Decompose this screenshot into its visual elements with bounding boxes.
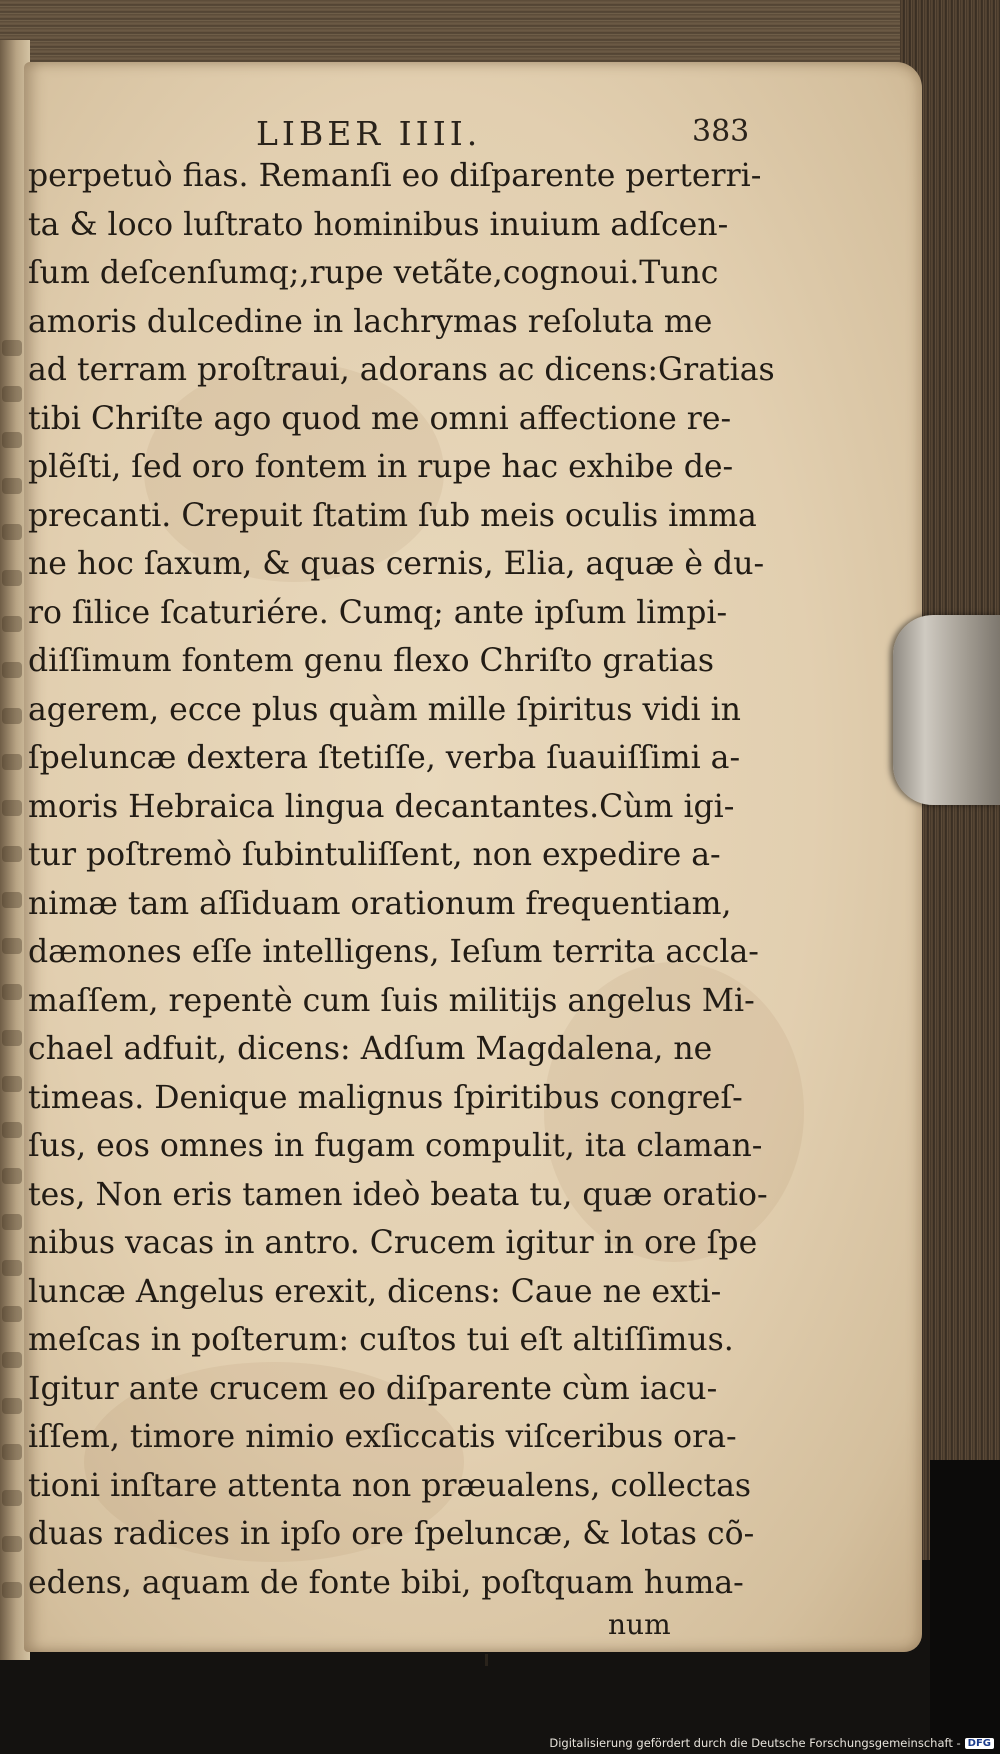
facing-page-text-fragment <box>2 524 22 540</box>
text-line: precanti. Crepuit ſtatim ſub meis oculis imma <box>28 497 757 534</box>
text-line: ad terram proſtraui, adorans ac dicens:Gratias <box>28 352 775 388</box>
catchword: num <box>608 1608 671 1641</box>
text-line: nimæ tam aſſiduam orationum frequentiam, <box>28 885 732 922</box>
facing-page-text-fragment <box>2 1444 22 1460</box>
text-line: luncæ Angelus erexit, dicens: Caue ne exti- <box>28 1273 722 1310</box>
facing-page-text-fragment <box>2 340 22 356</box>
facing-page-text-fragment <box>2 1076 22 1092</box>
text-line: amoris dulcedine in lachrymas reſoluta me <box>28 303 713 340</box>
text-line: tur poſtremò ſubintuliſſent, non expedire a- <box>28 837 721 873</box>
facing-page-text-fragment <box>2 1122 22 1138</box>
facing-page-text-fragment <box>2 708 22 724</box>
facing-page-text-fragment <box>2 616 22 632</box>
text-line: ne hoc ſaxum, & quas cernis, Elia, aquæ è du- <box>28 546 765 582</box>
facing-page-text-fragment <box>2 1352 22 1368</box>
text-line: edens, aquam de fonte bibi, poſtquam huma- <box>28 1564 744 1601</box>
text-line: tes, Non eris tamen ideò beata tu, quæ oratio- <box>28 1176 768 1213</box>
text-line: ta & loco luſtrato hominibus inuium adſcen- <box>28 206 729 243</box>
facing-page-text-fragment <box>2 938 22 954</box>
text-line: perpetuò fias. Remanſi eo diſparente perterri- <box>28 158 762 194</box>
facing-page-text-fragment <box>2 1536 22 1552</box>
facing-page-text-fragment <box>2 1398 22 1414</box>
book-clasp <box>893 615 1000 805</box>
text-line: diſſimum fontem genu flexo Chriſto gratias <box>28 643 715 679</box>
facing-page-text-fragment <box>2 432 22 448</box>
facing-page-text-fragment <box>2 984 22 1000</box>
facing-page-text-fragment <box>2 754 22 770</box>
facing-page-text-fragment <box>2 570 22 586</box>
page-number: 383 <box>692 114 750 149</box>
facing-page-text-fragment <box>2 478 22 494</box>
facing-page-text-fragment <box>2 1306 22 1322</box>
text-line: chael adfuit, dicens: Adſum Magdalena, ne <box>28 1031 713 1067</box>
text-line: plẽſti, ſed oro fontem in rupe hac exhibe de- <box>28 449 734 485</box>
dfg-logo: DFG <box>965 1738 994 1749</box>
text-line: tibi Chriſte ago quod me omni affectione re- <box>28 400 732 437</box>
text-line: duas radices in ipſo ore ſpeluncæ, & lotas cõ- <box>28 1516 755 1552</box>
text-line: ſpeluncæ dextera ſtetiſſe, verba ſuauiſſimi a- <box>28 740 741 776</box>
facing-page-text-fragment <box>2 1214 22 1230</box>
digitization-credit <box>549 1736 994 1750</box>
facing-page-text-fragment <box>2 1490 22 1506</box>
text-line: ſus, eos omnes in fugam compulit, ita claman- <box>28 1128 763 1164</box>
credit-text: Digitalisierung gefördert durch die Deutsche Forschungsgemeinschaft - <box>549 1736 961 1750</box>
facing-page-text-fragment <box>2 386 22 402</box>
facing-page-text-fragment <box>2 1260 22 1276</box>
text-line: timeas. Denique malignus ſpiritibus congreſ- <box>28 1079 743 1116</box>
running-head: LIBER IIII. <box>256 114 482 153</box>
book-page <box>24 62 922 1652</box>
signature-mark <box>485 1654 488 1666</box>
facing-page-text-fragment <box>2 1582 22 1598</box>
text-line: Igitur ante crucem eo diſparente cùm iacu- <box>28 1370 718 1407</box>
text-line: moris Hebraica lingua decantantes.Cùm igi- <box>28 788 735 825</box>
text-line: ſum deſcenſumq;,rupe vetãte,cognoui.Tunc <box>28 255 719 291</box>
text-line: meſcas in poſterum: cuſtos tui eſt altiſſimus. <box>28 1322 734 1358</box>
facing-page-text-fragment <box>2 892 22 908</box>
text-line: nibus vacas in antro. Crucem igitur in ore ſpe <box>28 1225 758 1261</box>
facing-page-text-fragment <box>2 800 22 816</box>
background-shadow <box>930 1460 1000 1754</box>
facing-page-text-fragment <box>2 1030 22 1046</box>
text-line: maſſem, repentè cum ſuis militijs angelus Mi- <box>28 982 755 1019</box>
text-line: ro ſilice ſcaturiére. Cumq; ante ipſum limpi- <box>28 594 728 631</box>
text-line: agerem, ecce plus quàm mille ſpiritus vidi in <box>28 691 741 728</box>
facing-page-text-fragment <box>2 1168 22 1184</box>
text-line: tioni inſtare attenta non præualens, collectas <box>28 1467 752 1504</box>
text-line: iſſem, timore nimio exſiccatis viſceribus ora- <box>28 1419 737 1455</box>
facing-page-text-fragment <box>2 662 22 678</box>
facing-page-text-fragment <box>2 846 22 862</box>
text-line: dæmones eſſe intelligens, Ieſum territa accla- <box>28 934 759 970</box>
